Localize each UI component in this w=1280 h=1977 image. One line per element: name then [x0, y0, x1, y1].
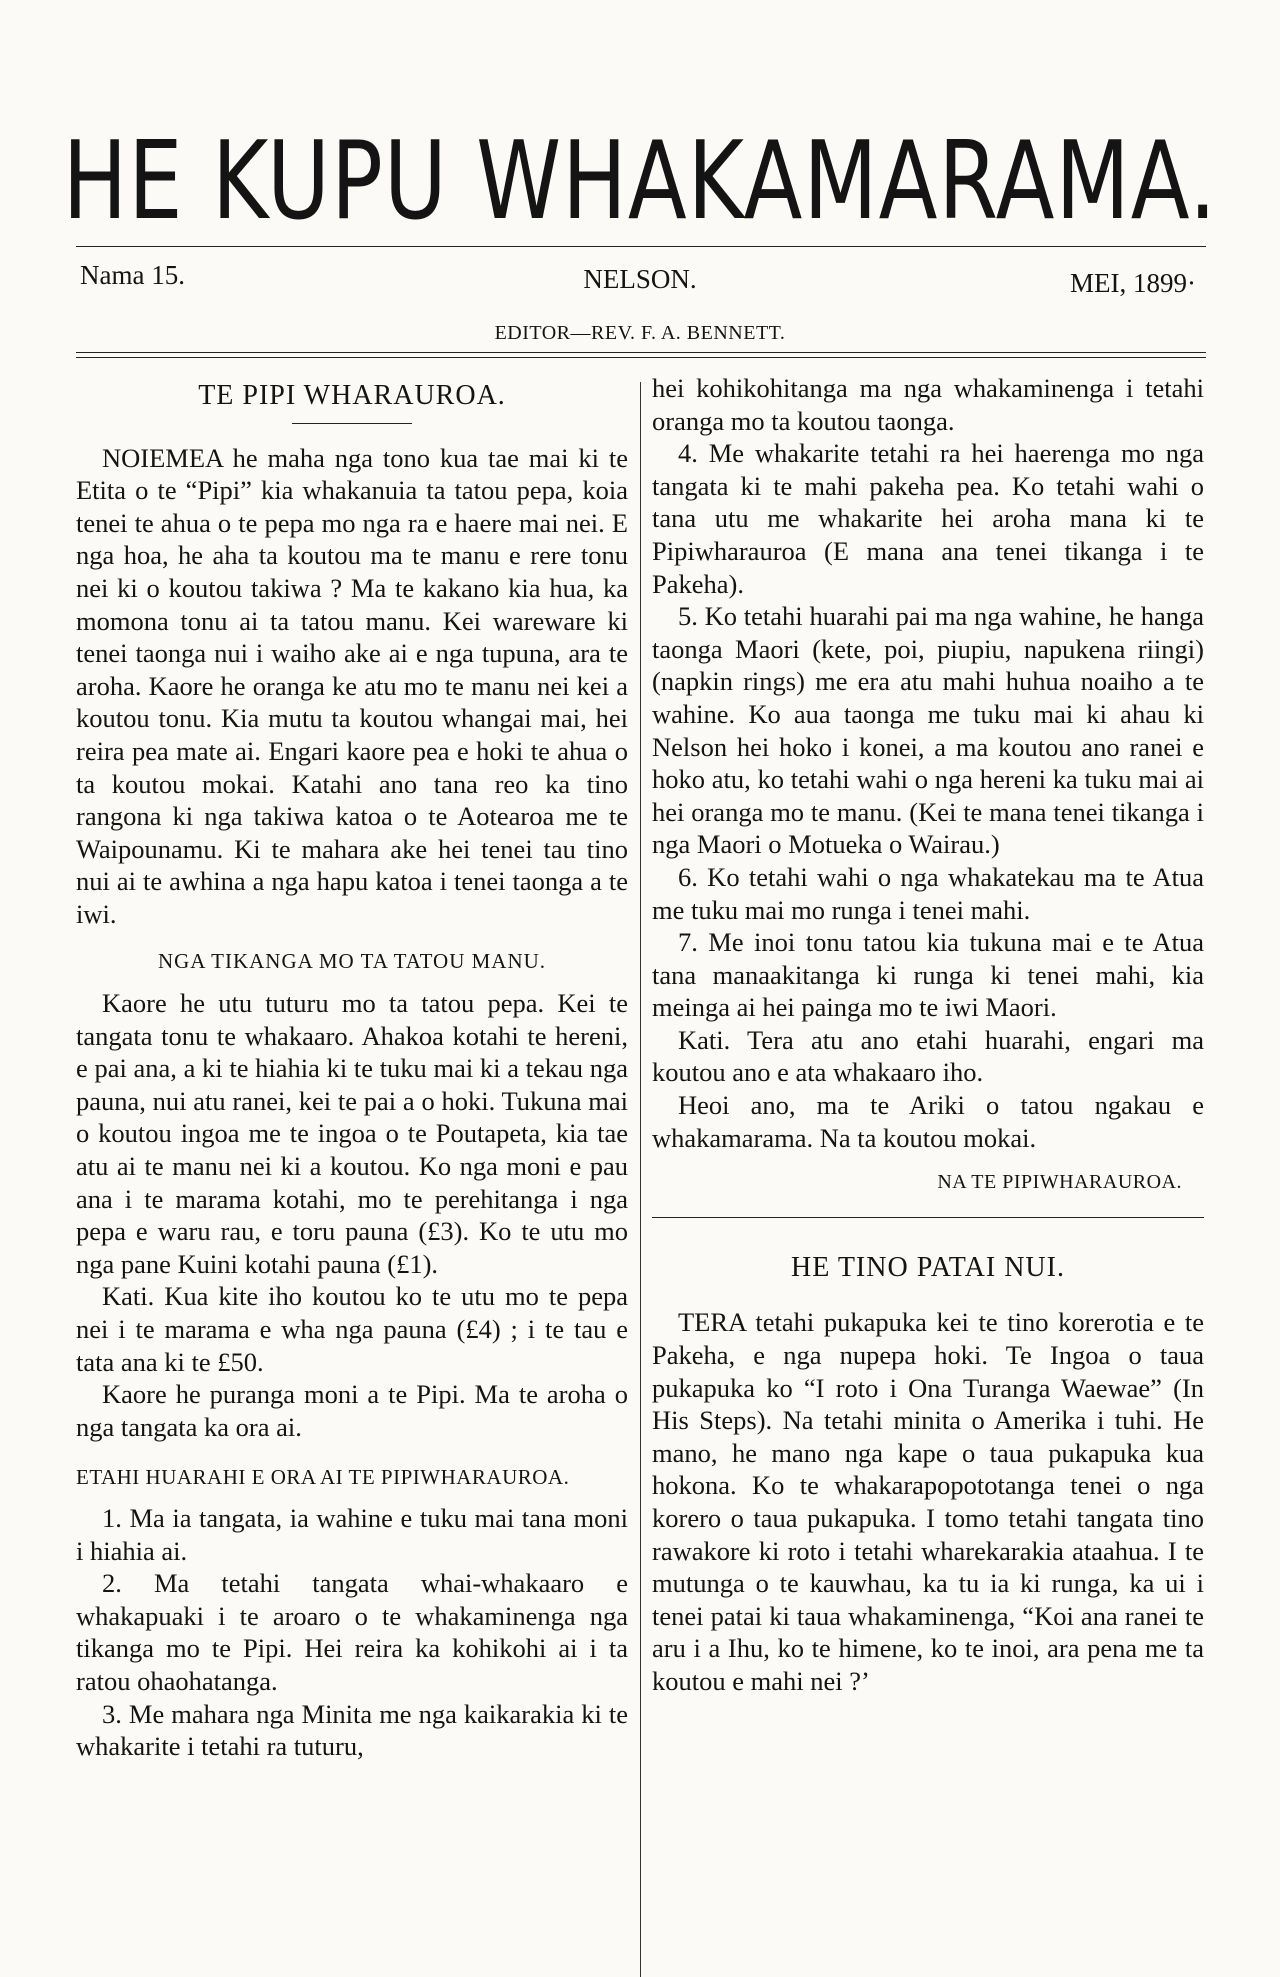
- list-item: 6. Ko tetahi wahi o nga whakatekau ma te Atua me tuku mai mo runga i tenei mahi.: [652, 861, 1204, 925]
- signature: NA TE PIPIWHARAUROA.: [937, 1171, 1182, 1194]
- article-heading: TE PIPI WHARAUROA.: [198, 380, 506, 411]
- list-item: 4. Me whakarite tetahi ra hei haerenga mo nga tangata ki te mahi pakeha pea. Ko tetahi wahi o tana utu me whakarite hei aroha mana ki te Pipiwharauroa (E mana ana tenei tikanga i te Pakeha).: [652, 438, 1204, 599]
- second-article: [652, 1217, 1204, 1698]
- kati-paragraph: Kati. Tera atu ano etahi huarahi, engari ma koutou ano e ata whakaaro iho.: [652, 1024, 1204, 1088]
- header-rule-1: [76, 352, 1206, 353]
- list-item: 2. Ma tetahi tangata whai-whakaaro e whakapuaki i te aroaro o te whakaminenga nga tikanga mo te Pipi. Hei reira ka kohikohi ai i ta ratou ohaohatanga.: [76, 1568, 628, 1696]
- continued-text: hei kohikohitanga ma nga whakaminenga i tetahi oranga mo ta koutou taonga.: [652, 373, 1204, 436]
- list-item: 1. Ma ia tangata, ia wahine e tuku mai tana moni i hiahia ai.: [76, 1503, 628, 1566]
- second-article-heading: HE TINO PATAI NUI.: [791, 1251, 1065, 1283]
- right-column: [652, 372, 1204, 1698]
- subheading-ways: ETAHI HUARAHI E ORA AI TE PIPIWHARAUROA.: [76, 1465, 570, 1490]
- intro-paragraph: NOIEMEA he maha nga tono kua tae mai ki te Etita o te “Pipi” kia whakanuia ta tatou pepa, koia tenei te ahua o te pepa mo nga ra e haere mai nei. E nga hoa, he aha ta koutou ma te manu e rere tonu nei ki o koutou takiwa ? Ma te kakano kia hua, ka momona tonu ai ta tatou manu. Kei wareware ki tenei taonga nui i waiho ake ai e nga tupuna, ara te aroha. Kaore he oranga ke atu mo te manu nei kei a koutou tonu. Kia mutu ta koutou whangai mai, hei reira pea mate ai. Engari kaore pea e hoki te ahua o ta koutou mokai. Katahi ano tana reo ka tino rangona ki nga takiwa katoa o te Aotearoa me te Waipounamu. Ki te mahara ake hei tenei tau tino nui ai te awhina a nga hapu katoa i tenei taonga a te iwi.: [76, 442, 628, 929]
- header-rule-2: [76, 357, 1206, 358]
- list-item: 7. Me inoi tonu tatou kia tukuna mai e te Atua tana manaakitanga ki runga ki tenei mahi, kia meinga ai hei painga mo te iwi Maori.: [652, 927, 1204, 1023]
- list-item: 3. Me mahara nga Minita me nga kaikarakia ki te whakarite i tetahi ra tuturu,: [76, 1698, 628, 1762]
- issue-place: NELSON.: [583, 264, 697, 294]
- heading-rule: [292, 423, 412, 424]
- masthead-rule: [76, 246, 1206, 247]
- heoi-paragraph: Heoi ano, ma te Ariki o tatou ngakau e whakamarama. Na ta koutou mokai.: [652, 1090, 1204, 1153]
- subheading-terms: NGA TIKANGA MO TA TATOU MANU.: [157, 948, 547, 973]
- funds-paragraph: Kaore he puranga moni a te Pipi. Ma te aroha o nga tangata ka ora ai.: [76, 1379, 628, 1442]
- cost-paragraph: Kati. Kua kite iho koutou ko te utu mo te pepa nei i te marama e wha nga pauna (£4) ; i te tau e tata ana ki te £50.: [76, 1281, 628, 1377]
- left-column: [76, 372, 628, 1763]
- masthead-title: HE KUPU WHAKAMARAMA.: [62, 119, 1218, 245]
- issue-number: Nama 15.: [80, 260, 185, 290]
- list-item: 5. Ko tetahi huarahi pai ma nga wahine, he hanga taonga Maori (kete, poi, piupiu, napukena riingi) (napkin rings) me era atu mahi huhua noaiho a te wahine. Ko aua taonga me tuku mai ki ahau ki Nelson hei hoko i konei, a ma koutou ano ranei e hoko atu, ko tetahi wahi o nga hereni ka tuku mai ai hei oranga mo te manu. (Kei te mana tenei tikanga i nga Maori o Motueka o Wairau.): [652, 601, 1204, 860]
- column-divider: [640, 382, 641, 1977]
- second-article-text: TERA tetahi pukapuka kei te tino korerotia e te Pakeha, e nga nupepa hoki. Te Ingoa o taua pukapuka ko “I roto i Ona Turanga Waewae” (In His Steps). Na tetahi minita o Amerika i tuhi. He mano, he mano nga kape o taua pukapuka kua hokona. Ko te whakarapopototanga tenei o nga korero o taua pukapuka. I tomo tetahi tangata tino rawakore ki roto i tetahi wharekarakia ataahua. I te mutunga o te kauwhau, ka tu ia ki runga, ka ui i tenei patai ki taua whakaminenga, “Koi ana ranei te aru i a Ihu, ko te himene, ko te inoi, ara pena me ta koutou e mahi nei ?’: [652, 1307, 1204, 1696]
- issue-date: MEI, 1899·: [1070, 268, 1196, 298]
- terms-paragraph: Kaore he utu tuturu mo ta tatou pepa. Kei te tangata tonu te whakaaro. Ahakoa kotahi te hereni, e pai ana, a ki te hiahia ki te tuku mai ki a tekau nga pauna, nui atu ranei, kei te pai a o hoki. Tukuna mai o koutou ingoa me te ingoa o te Poutapeta, kia tae atu ai te manu nei ki a koutou. Ko nga moni e pau ana i te marama kotahi, mo te perehitanga i nga pepa e waru rau, e toru pauna (£3). Ko te utu mo nga pane Kuini kotahi pauna (£1).: [76, 988, 628, 1279]
- editor-line: EDITOR—REV. F. A. BENNETT.: [494, 322, 786, 344]
